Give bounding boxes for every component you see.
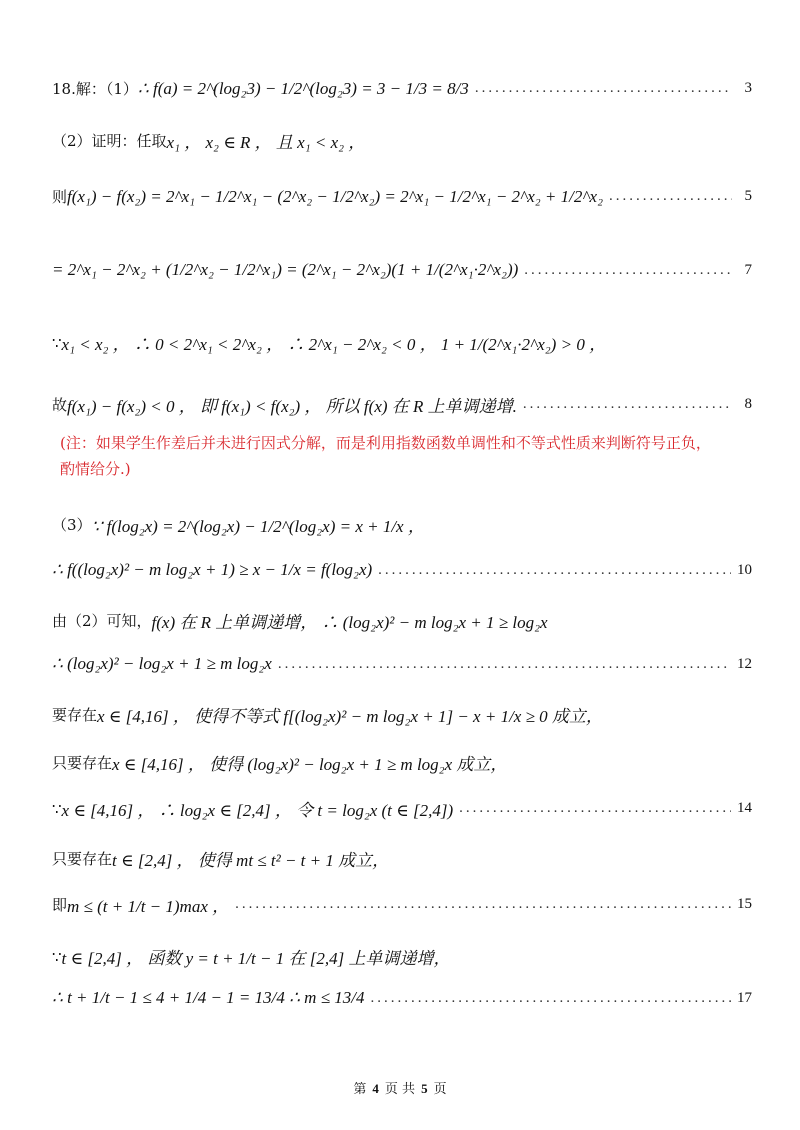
leader-dots (371, 990, 731, 1007)
leader-dots (475, 80, 732, 97)
math-expression: x₁ ， x₂ ∈ R ， 且 x₁ < x₂ ， (166, 133, 366, 152)
line-label: 即 (52, 896, 68, 914)
solution-line (52, 608, 752, 633)
leader-dots (278, 656, 731, 673)
solution-line (52, 392, 752, 417)
score-mark: 17 (737, 989, 752, 1006)
score-mark: 10 (737, 561, 752, 578)
line-label: 只要存在 (52, 850, 113, 868)
score-mark: 12 (737, 655, 752, 672)
solution-line (52, 186, 752, 207)
line-label: 故 (52, 396, 68, 414)
solution-line (52, 796, 752, 821)
math-expression: x₁ < x₂ ， ∴ 0 < 2^x₁ < 2^x₂ ， ∴ 2^x₁ − 2^x₂ < 0 ， 1 + 1/(2^x₁·2^x₂) > 0 ， (61, 335, 607, 354)
math-expression: = 2^x₁ − 2^x₂ + (1/2^x₂ − 1/2^x₁) = (2^x₁ − 2^x₂)(1 + 1/(2^x₁·2^x₂)) (52, 260, 519, 279)
math-expression: x ∈ [4,16] ， ∴ log₂x ∈ [2,4] ， 令 t = log₂x (t ∈ [2,4]) (61, 801, 454, 820)
math-expression: x ∈ [4,16] ， 使得 (log₂x)² − log₂x + 1 ≥ m log₂x 成立， (112, 755, 508, 774)
math-expression: ∵ f(log₂x) = 2^(log₂x) − 1/2^(log₂x) = x + 1/x ， (91, 517, 425, 536)
line-label: 18.解：（1） (52, 80, 138, 98)
solution-line (52, 560, 752, 580)
solution-line (52, 702, 752, 727)
leader-dots (609, 188, 732, 205)
math-expression: ∴ f(a) = 2^(log₂3) − 1/2^(log₂3) = 3 − 1/3 = 8/3 (137, 78, 469, 98)
line-label: （3） (52, 516, 92, 534)
score-mark: 8 (744, 396, 752, 412)
line-label: ∵ (52, 333, 62, 352)
solution-line (52, 654, 752, 674)
math-expression: ∴ f((log₂x)² − m log₂x + 1) ≥ x − 1/x = f(log₂x) (52, 560, 373, 579)
solution-line (52, 846, 752, 871)
solution-line (52, 512, 752, 537)
math-expression: f(x₁) − f(x₂) = 2^x₁ − 1/2^x₁ − (2^x₂ − 1/2^x₂) = 2^x₁ − 1/2^x₁ − 2^x₂ + 1/2^x₂ (67, 186, 603, 206)
math-expression: x ∈ [4,16] ， 使得不等式 f[(log₂x)² − m log₂x + 1] − x + 1/x ≥ 0 成立， (97, 707, 603, 726)
solution-line (52, 892, 752, 917)
solution-line (52, 128, 752, 153)
math-expression: f(x₁) − f(x₂) < 0 ， 即 f(x₁) < f(x₂) ， 所以 f(x) 在 R 上单调递增. (67, 397, 517, 416)
line-label: （2）证明：任取 (52, 132, 167, 150)
solution-line (52, 260, 752, 280)
math-expression: t ∈ [2,4] ， 函数 y = t + 1/t − 1 在 [2,4] 上单调递增， (61, 949, 451, 968)
leader-dots (235, 896, 731, 913)
leader-dots (459, 800, 731, 817)
solution-line (52, 78, 752, 99)
line-label: 由（2）可知， (52, 612, 152, 630)
leader-dots (378, 562, 731, 579)
leader-dots (524, 262, 732, 279)
line-label: 要存在 (52, 706, 98, 724)
line-label: ∵ (52, 799, 62, 818)
math-expression: ∴ (log₂x)² − log₂x + 1 ≥ m log₂x (52, 654, 272, 673)
line-label: ∵ (52, 947, 62, 966)
score-mark: 14 (737, 800, 752, 816)
score-mark: 5 (744, 188, 752, 204)
current-page-number: 4 (372, 1081, 379, 1096)
page-footer (0, 1078, 800, 1097)
footer-post: 页 (433, 1082, 447, 1097)
footer-pre: 第 (353, 1082, 367, 1097)
total-page-number: 5 (421, 1081, 428, 1096)
math-expression: f(x) 在 R 上单调递增， ∴ (log₂x)² − m log₂x + 1 ≥ log₂x (151, 613, 548, 632)
footer-mid: 页 共 (384, 1082, 416, 1097)
math-expression: t ∈ [2,4] ， 使得 mt ≤ t² − t + 1 成立， (112, 851, 390, 870)
score-mark: 3 (744, 80, 752, 96)
line-label: 则 (52, 188, 68, 206)
leader-dots (523, 396, 732, 413)
solution-line (52, 750, 752, 775)
solution-line (52, 988, 752, 1008)
grading-note: (注：如果学生作差后并未进行因式分解，而是利用指数函数单调性和不等式性质来判断符号正负，酌情给分.) (60, 434, 711, 478)
math-expression: m ≤ (t + 1/t − 1)max ， (67, 897, 230, 916)
solution-line (52, 330, 752, 355)
line-label: 只要存在 (52, 754, 113, 772)
score-mark: 15 (737, 896, 752, 912)
score-mark: 7 (744, 261, 752, 278)
solution-line (52, 944, 752, 969)
math-expression: ∴ t + 1/t − 1 ≤ 4 + 1/4 − 1 = 13/4 ∴ m ≤ 13/4 (52, 988, 365, 1007)
